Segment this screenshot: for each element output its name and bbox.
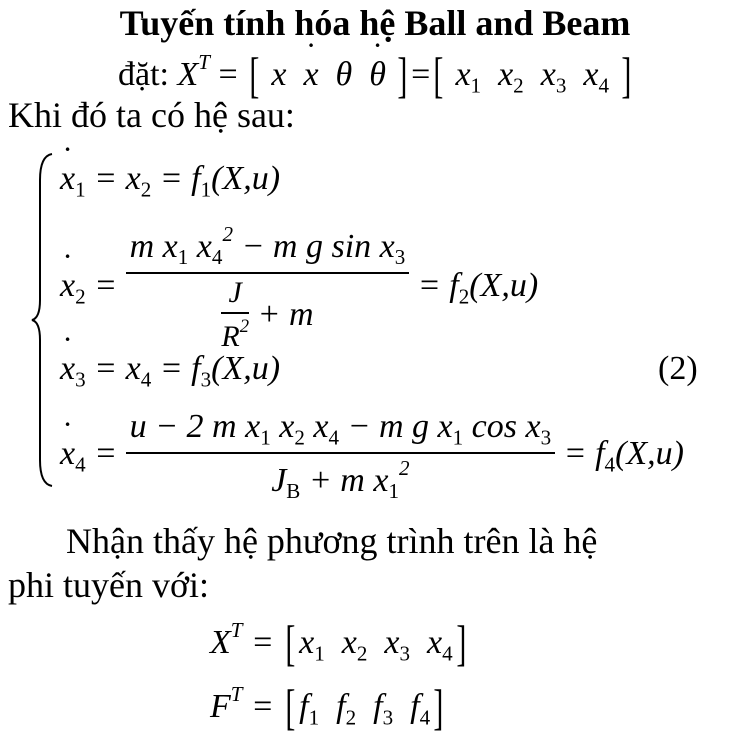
paragraph-line-2: phi tuyến với:	[8, 565, 210, 605]
equation-2: ˙ $x_2$ = m $x_1$ $x_4^2 - m$ g $\sin x_3$ $\frac{J}{R^2}$ + m = $f_2(X,u)$	[60, 222, 538, 354]
state-label: đặt:	[118, 56, 169, 93]
f-transpose-vector: $F^T = [f_1$ $f_2$ $f_3$ $f_4$]	[210, 679, 444, 735]
equation-1: ˙ $x_1 = x_2 = f_1(X,u)$	[60, 160, 280, 202]
paragraph-line-1: Nhận thấy hệ phương trình trên là hệ	[66, 521, 598, 561]
x-transpose-vector: $X^T = [x_1$ $x_2$ $x_3$ $x_4$]	[210, 615, 467, 671]
state-vector-1: x ˙ x θ ˙ θ	[271, 56, 386, 93]
state-lhs: $X^T$	[177, 50, 210, 93]
equation-3: ˙ $x_3 = x_4 = f_3(X,u)$	[60, 350, 280, 392]
equation-number: (2)	[658, 350, 698, 387]
state-definition: đặt: $X^T$ = [ x ˙ x θ ˙ θ ]=[ $x_1$ $x_2$ $x_3$ $x_4$ ]	[118, 46, 634, 104]
page-title: Tuyến tính hóa hệ Ball and Beam	[119, 3, 631, 43]
state-vector-2: $x_1$ $x_2$ $x_3$ $x_4$	[455, 56, 609, 98]
intro-text: Khi đó ta có hệ sau:	[8, 95, 295, 135]
equation-4: ˙ $x_4$ = $\frac{u - 2 m x_1 x_2 x_4 - m g x_1 \cos x_3}{J_B + m x_1^2}$ = $f_4(X,u)$	[60, 408, 684, 505]
system-brace	[30, 150, 60, 490]
